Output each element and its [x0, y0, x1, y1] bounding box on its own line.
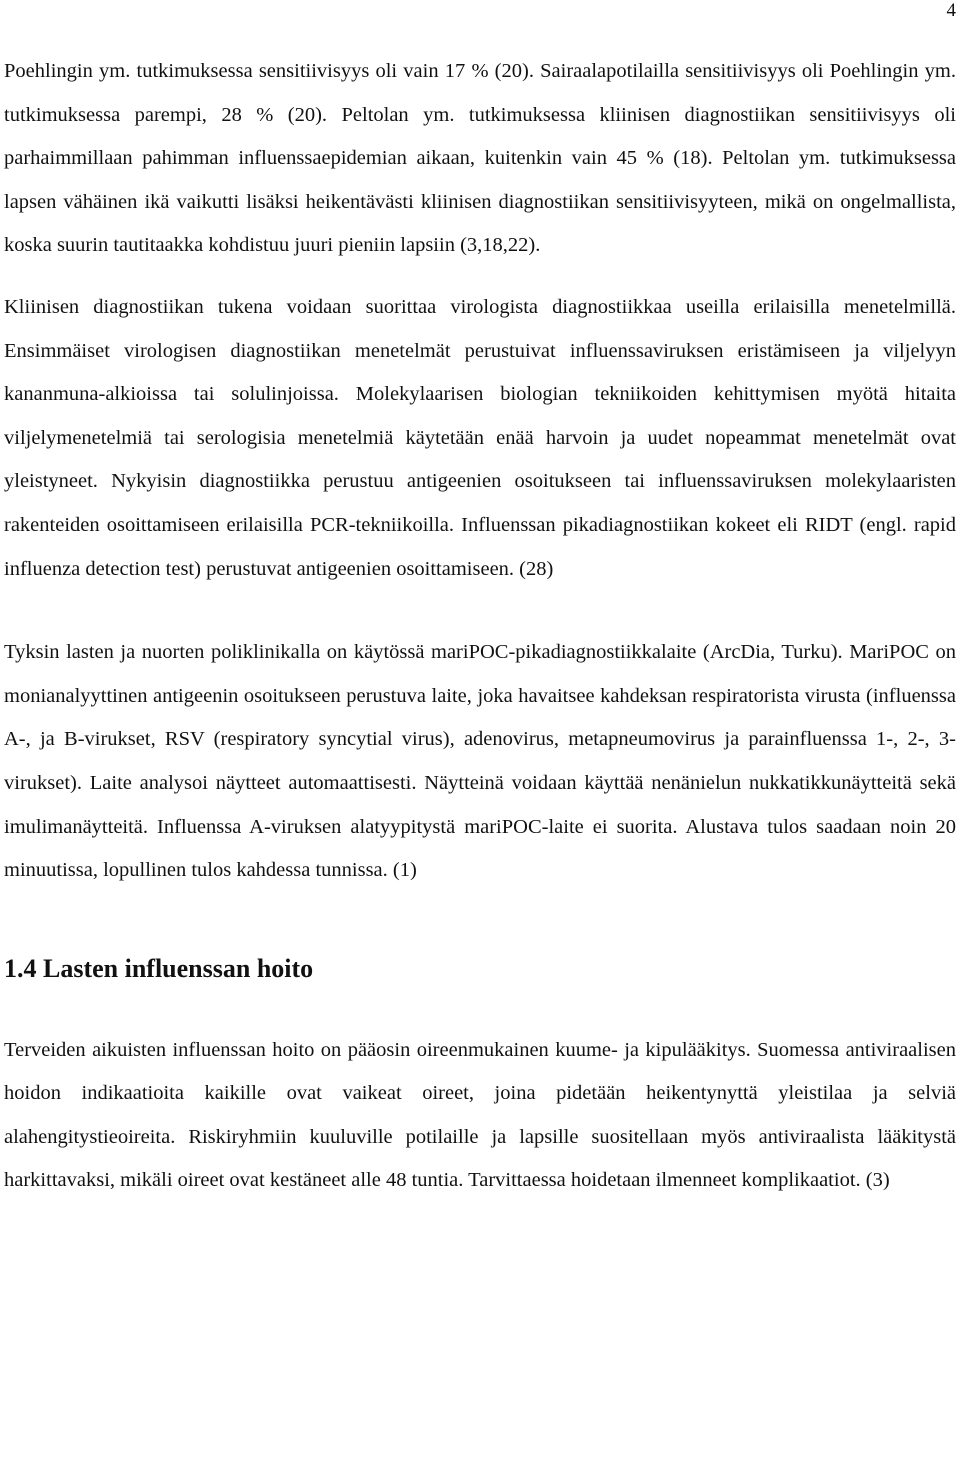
document-body — [4, 50, 956, 1203]
page-number: 4 — [946, 0, 956, 21]
section-number: 1.4 — [4, 953, 37, 983]
section-title: Lasten influenssan hoito — [43, 953, 314, 983]
paragraph-virological-diagnostics: Kliinisen diagnostiikan tukena voidaan suorittaa virologista diagnostiikkaa useilla erilaisilla menetelmillä. Ensimmäiset virologisen diagnostiikan menetelmät perustuivat influenssaviruksen eristämiseen ja viljelyyn kananmuna-alkioissa tai solulinjoissa. Molekylaarisen biologian tekniikoiden kehittymisen myötä hitaita viljelymenetelmiä tai serologisia menetelmiä käytetään enää harvoin ja uudet nopeammat menetelmät ovat yleistyneet. Nykyisin diagnostiikka perustuu antigeenien osoitukseen tai influenssaviruksen molekylaaristen rakenteiden osoittamiseen erilaisilla PCR-tekniikoilla. Influenssan pikadiagnostiikan kokeet eli RIDT (engl. rapid influenza detection test) perustuvat antigeenien osoittamiseen. (28) — [4, 295, 956, 580]
paragraph-maripoc-device: Tyksin lasten ja nuorten poliklinikalla on käytössä mariPOC-pikadiagnostiikkalaite (ArcDia, Turku). MariPOC on monianalyyttinen antigeenin osoitukseen perustuva laite, joka havaitsee kahdeksan respiratorista virusta (influenssa A-, ja B-virukset, RSV (respiratory syncytial virus), adenovirus, metapneumovirus ja parainfluenssa 1-, 2-, 3-virukset). Laite analysoi näytteet automaattisesti. Näytteinä voidaan käyttää nenänielun nukkatikkunäytteitä sekä imulimanäytteitä. Influenssa A-viruksen alatyypitystä mariPOC-laite ei suorita. Alustava tulos saadaan noin 20 minuutissa, lopullinen tulos kahdessa tunnissa. (1) — [4, 641, 956, 882]
section-heading — [4, 949, 956, 989]
paragraph-influenza-treatment: Terveiden aikuisten influenssan hoito on pääosin oireenmukainen kuume- ja kipulääkitys. Suomessa antiviraalisen hoidon indikaatioita kaikille ovat vaikeat oireet, joina pidetään heikentynyttä yleistilaa ja selviä alahengitystieoireita. Riskiryhmiin kuuluville potilaille ja lapsille suositellaan myös antiviraalista lääkitystä harkittavaksi, mikäli oireet ovat kestäneet alle 48 tuntia. Tarvittaessa hoidetaan ilmenneet komplikaatiot. (3) — [4, 1038, 956, 1192]
paragraph-clinical-sensitivity: Poehlingin ym. tutkimuksessa sensitiivisyys oli vain 17 % (20). Sairaalapotilailla sensitiivisyys oli Poehlingin ym. tutkimuksessa parempi, 28 % (20). Peltolan ym. tutkimuksessa kliinisen diagnostiikan sensitiivisyys oli parhaimmillaan pahimman influenssaepidemian aikaan, kuitenkin vain 45 % (18). Peltolan ym. tutkimuksessa lapsen vähäinen ikä vaikutti lisäksi heikentävästi kliinisen diagnostiikan sensitiivisyyteen, mikä on ongelmallista, koska suurin tautitaakka kohdistuu juuri pieniin lapsiin (3,18,22). — [4, 60, 956, 257]
